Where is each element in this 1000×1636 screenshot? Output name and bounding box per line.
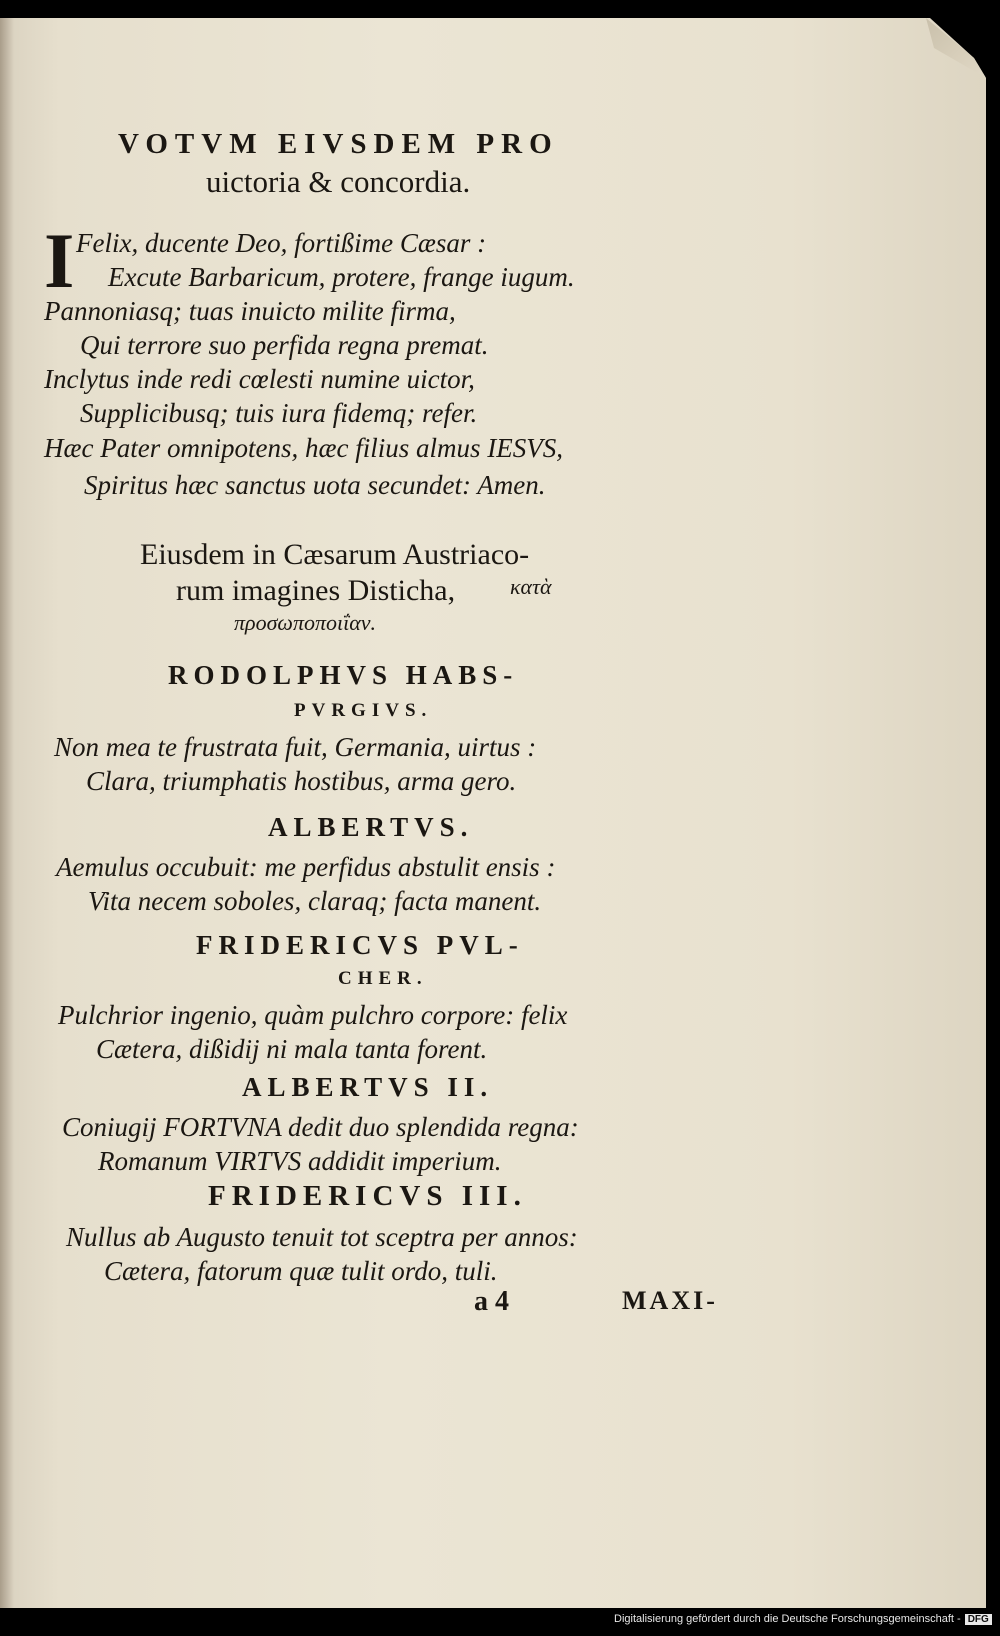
entry-heading: CHER. (338, 968, 428, 989)
section-title-line2: rum imagines Disticha, (176, 574, 456, 607)
poem-line: Cætera, fatorum quæ tulit ordo, tuli. (104, 1256, 498, 1286)
page-heading-line1: VOTVM EIVSDEM PRO (118, 128, 559, 160)
poem-line: Vita necem soboles, claraq; facta manent. (88, 886, 542, 916)
entry-heading: ALBERTVS. (268, 812, 474, 842)
poem-line: Supplicibusq; tuis iura fidemq; refer. (80, 398, 478, 428)
poem-line: Inclytus inde redi cœlesti numine uictor, (44, 364, 475, 394)
poem-line: Coniugij FORTVNA dedit duo splendida regna: (62, 1112, 579, 1142)
page-heading-line2: uictoria & concordia. (206, 164, 471, 199)
greek-phrase: προσωποποιΐαν. (234, 610, 377, 635)
poem-line: Romanum VIRTVS addidit imperium. (98, 1146, 502, 1176)
poem-line: Pannoniasq; tuas inuicto milite firma, (44, 296, 456, 326)
drop-cap: I (44, 217, 75, 304)
poem-line: Spiritus hæc sanctus uota secundet: Amen. (84, 470, 546, 500)
poem-line: Excute Barbaricum, protere, frange iugum. (108, 262, 575, 292)
poem-line: Hæc Pater omnipotens, hæc filius almus IESVS, (44, 433, 563, 463)
poem-line: Qui terrore suo perfida regna premat. (80, 330, 489, 360)
section-title-line1: Eiusdem in Cæsarum Austriaco- (140, 538, 530, 571)
digitization-credit-text: Digitalisierung gefördert durch die Deutsche Forschungsgemeinschaft - (614, 1613, 961, 1625)
catchword: MAXI- (622, 1286, 718, 1315)
poem-line: Felix, ducente Deo, fortißime Cæsar : (76, 228, 487, 258)
greek-phrase: κατὰ (510, 574, 552, 599)
poem-line: Nullus ab Augusto tenuit tot sceptra per annos: (66, 1222, 578, 1252)
poem-line: Pulchrior ingenio, quàm pulchro corpore: felix (58, 1000, 568, 1030)
entry-heading: RODOLPHVS HABS- (168, 660, 519, 690)
poem-line: Non mea te frustrata fuit, Germania, uirtus : (54, 732, 537, 762)
entry-heading: FRIDERICVS PVL- (196, 930, 524, 960)
entry-heading: PVRGIVS. (294, 700, 433, 721)
dfg-logo: DFG (965, 1614, 992, 1625)
signature-mark: a 4 (474, 1286, 509, 1317)
poem-line: Aemulus occubuit: me perfidus abstulit ensis : (56, 852, 556, 882)
poem-line: Clara, triumphatis hostibus, arma gero. (86, 766, 517, 796)
entry-heading: ALBERTVS II. (242, 1072, 494, 1102)
poem-line: Cætera, dißidij ni mala tanta forent. (96, 1034, 488, 1064)
entry-heading: FRIDERICVS III. (208, 1180, 527, 1212)
digitization-credit (614, 1613, 992, 1625)
